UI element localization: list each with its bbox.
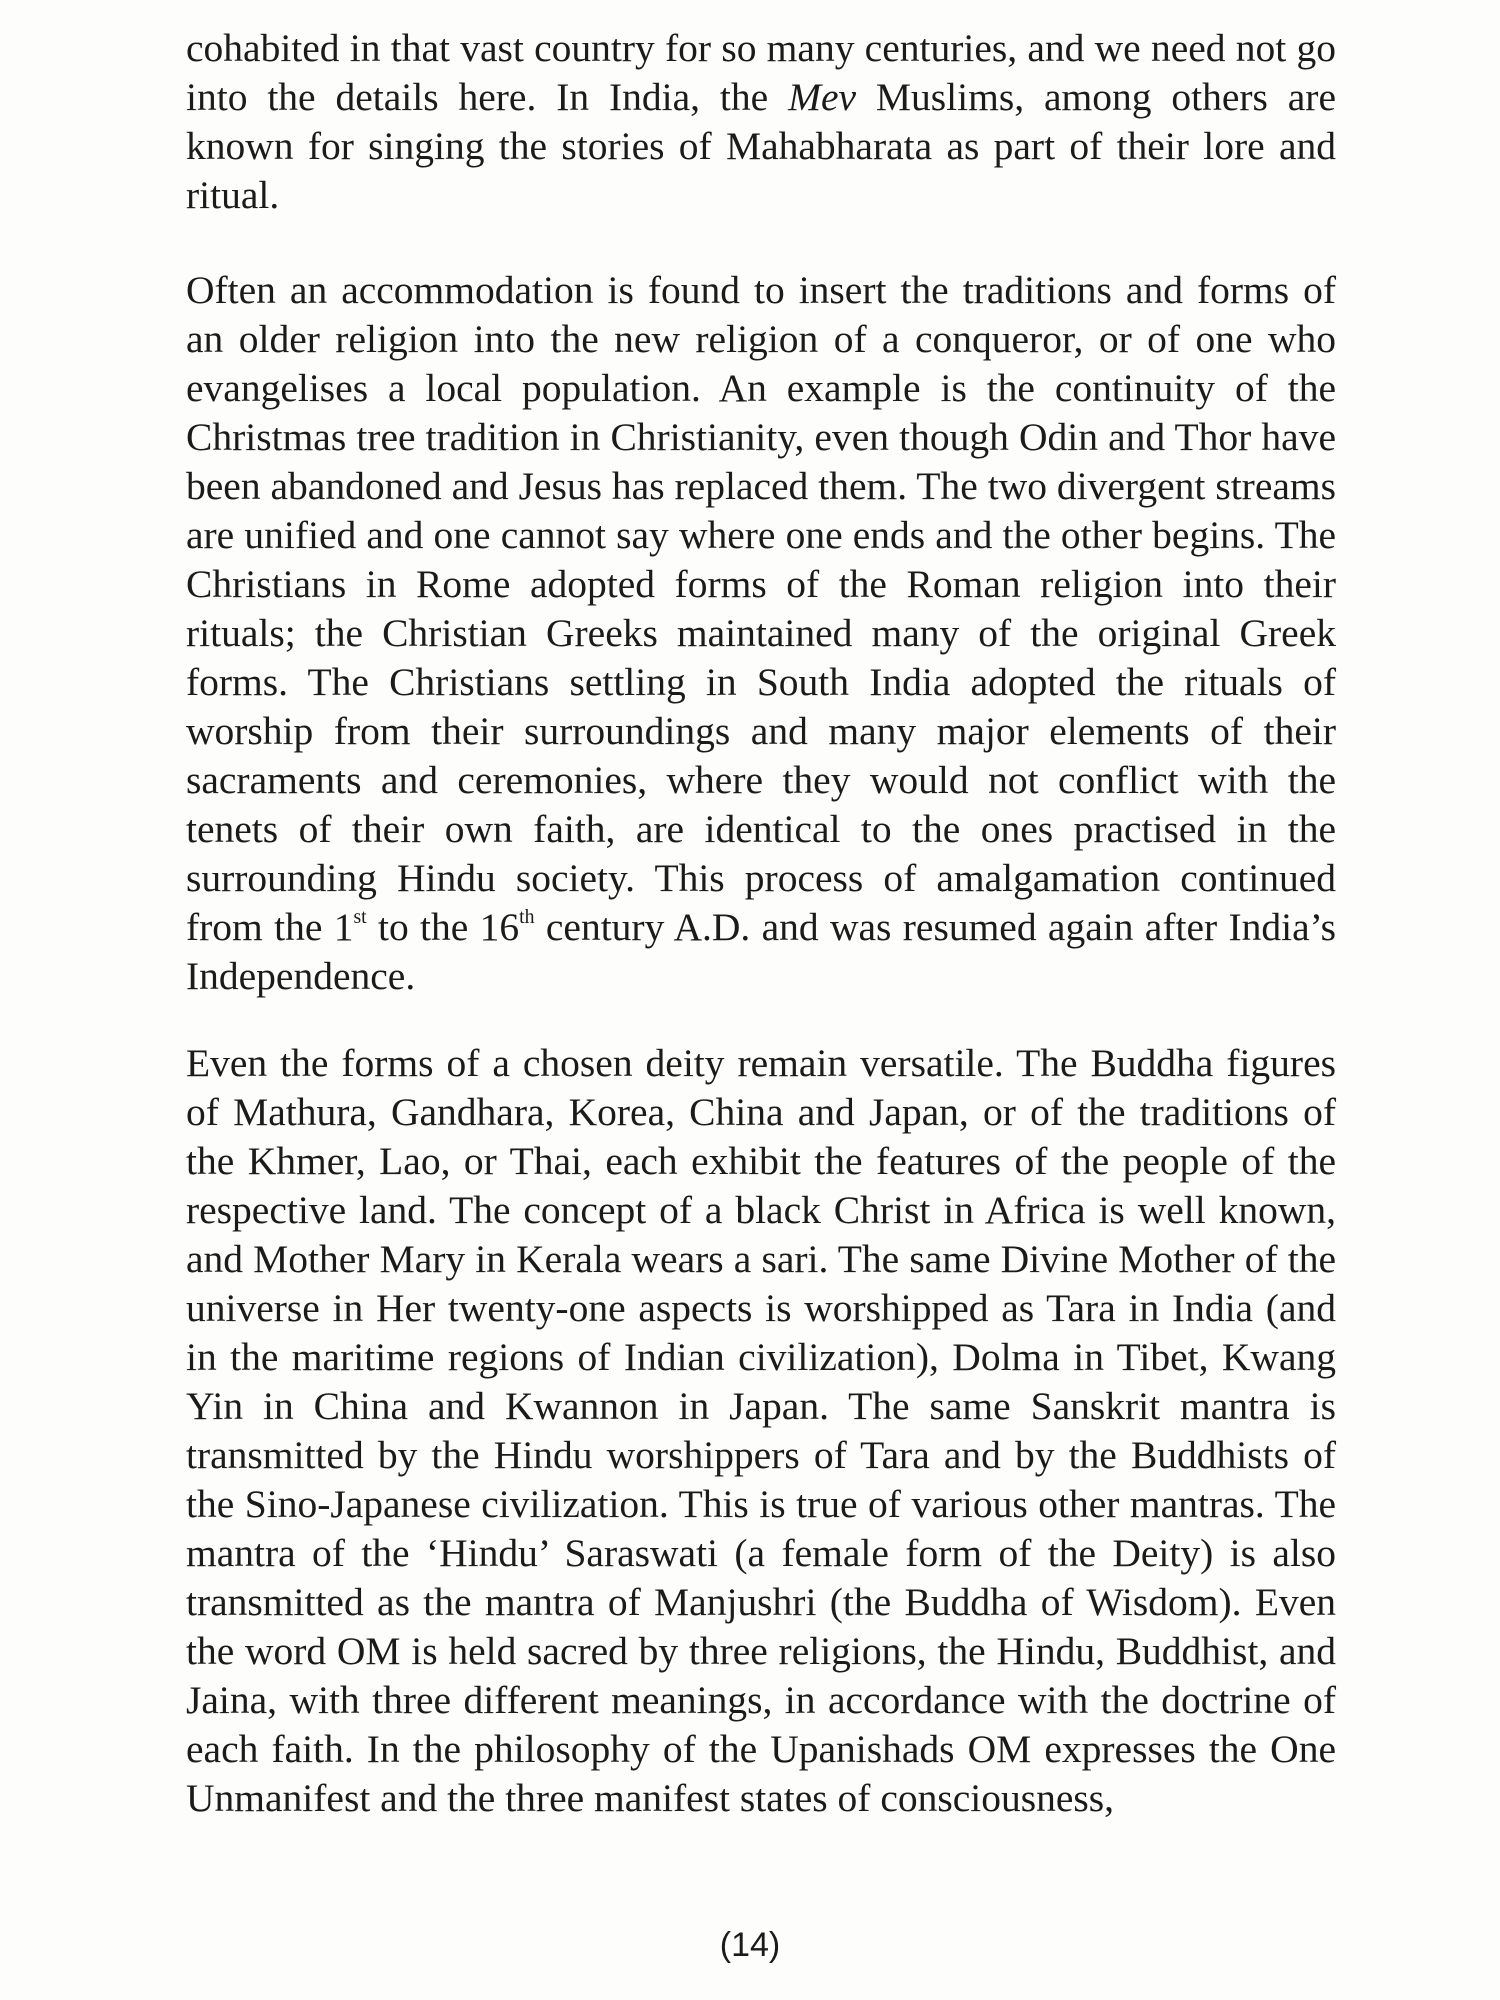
page-number: (14) bbox=[719, 1926, 781, 1964]
paragraph-1 bbox=[186, 24, 1336, 220]
italic-term: Mev bbox=[788, 75, 857, 119]
text-run: Often an accommodation is found to insert the traditions and forms of an older religion into the new religion of a conqueror, or of one who evangelises a local population. An example is the continuity of the Christmas tree tradition in Christianity, even though Odin and Thor have been abandoned and Jesus has replaced them. The two divergent streams are unified and one cannot say where one ends and the other begins. The Christians in Rome adopted forms of the Roman religion into their rituals; the Christian Greeks maintained many of the original Greek forms. The Christians settling in South India adopted the rituals of worship from their surroundings and many major elements of their sacraments and ceremonies, where they would not conflict with the tenets of their own faith, are identical to the ones practised in the surrounding Hindu society. This process of amalgamation continued from the 1 bbox=[186, 268, 1336, 949]
text-run: Muslims, among others are known for singing the stories of Mahabharata as part of their lore and ritual. bbox=[186, 75, 1336, 217]
paragraph-text bbox=[186, 1039, 1336, 1823]
ordinal-suffix: th bbox=[519, 906, 535, 929]
text-run: cohabited in that vast country for so many centuries, and we need not go into the details here. In India, the bbox=[186, 26, 1336, 119]
text-run: to the 16 bbox=[366, 905, 520, 949]
text-run: Even the forms of a chosen deity remain versatile. The Buddha figures of Mathura, Gandhara, Korea, China and Japan, or of the traditions of the Khmer, Lao, or Thai, each exhibit the features of the people of the respective land. The concept of a black Christ in Africa is well known, and Mother Mary in Kerala wears a sari. The same Divine Mother of the universe in Her twenty-one aspects is worshipped as Tara in India (and in the maritime regions of Indian civilization), Dolma in Tibet, Kwang Yin in China and Kwannon in Japan. The same Sanskrit mantra is transmitted by the Hindu worshippers of Tara and by the Buddhists of the Sino-Japanese civilization. This is true of various other mantras. The mantra of the ‘Hindu’ Saraswati (a female form of the Deity) is also transmitted as the mantra of Manjushri (the Buddha of Wisdom). Even the word OM is held sacred by three religions, the Hindu, Buddhist, and Jaina, with three different meanings, in accordance with the doctrine of each faith. In the philosophy of the Upanishads OM expresses the One Unmanifest and the three manifest states of consciousness, bbox=[186, 1041, 1336, 1820]
paragraph-text bbox=[186, 266, 1336, 1001]
paragraph-2 bbox=[186, 266, 1336, 1001]
paragraph-text bbox=[186, 24, 1336, 220]
ordinal-suffix: st bbox=[353, 906, 367, 929]
paragraph-3 bbox=[186, 1039, 1336, 1823]
text-run: century A.D. and was resumed again after India’s Independence. bbox=[186, 905, 1336, 998]
